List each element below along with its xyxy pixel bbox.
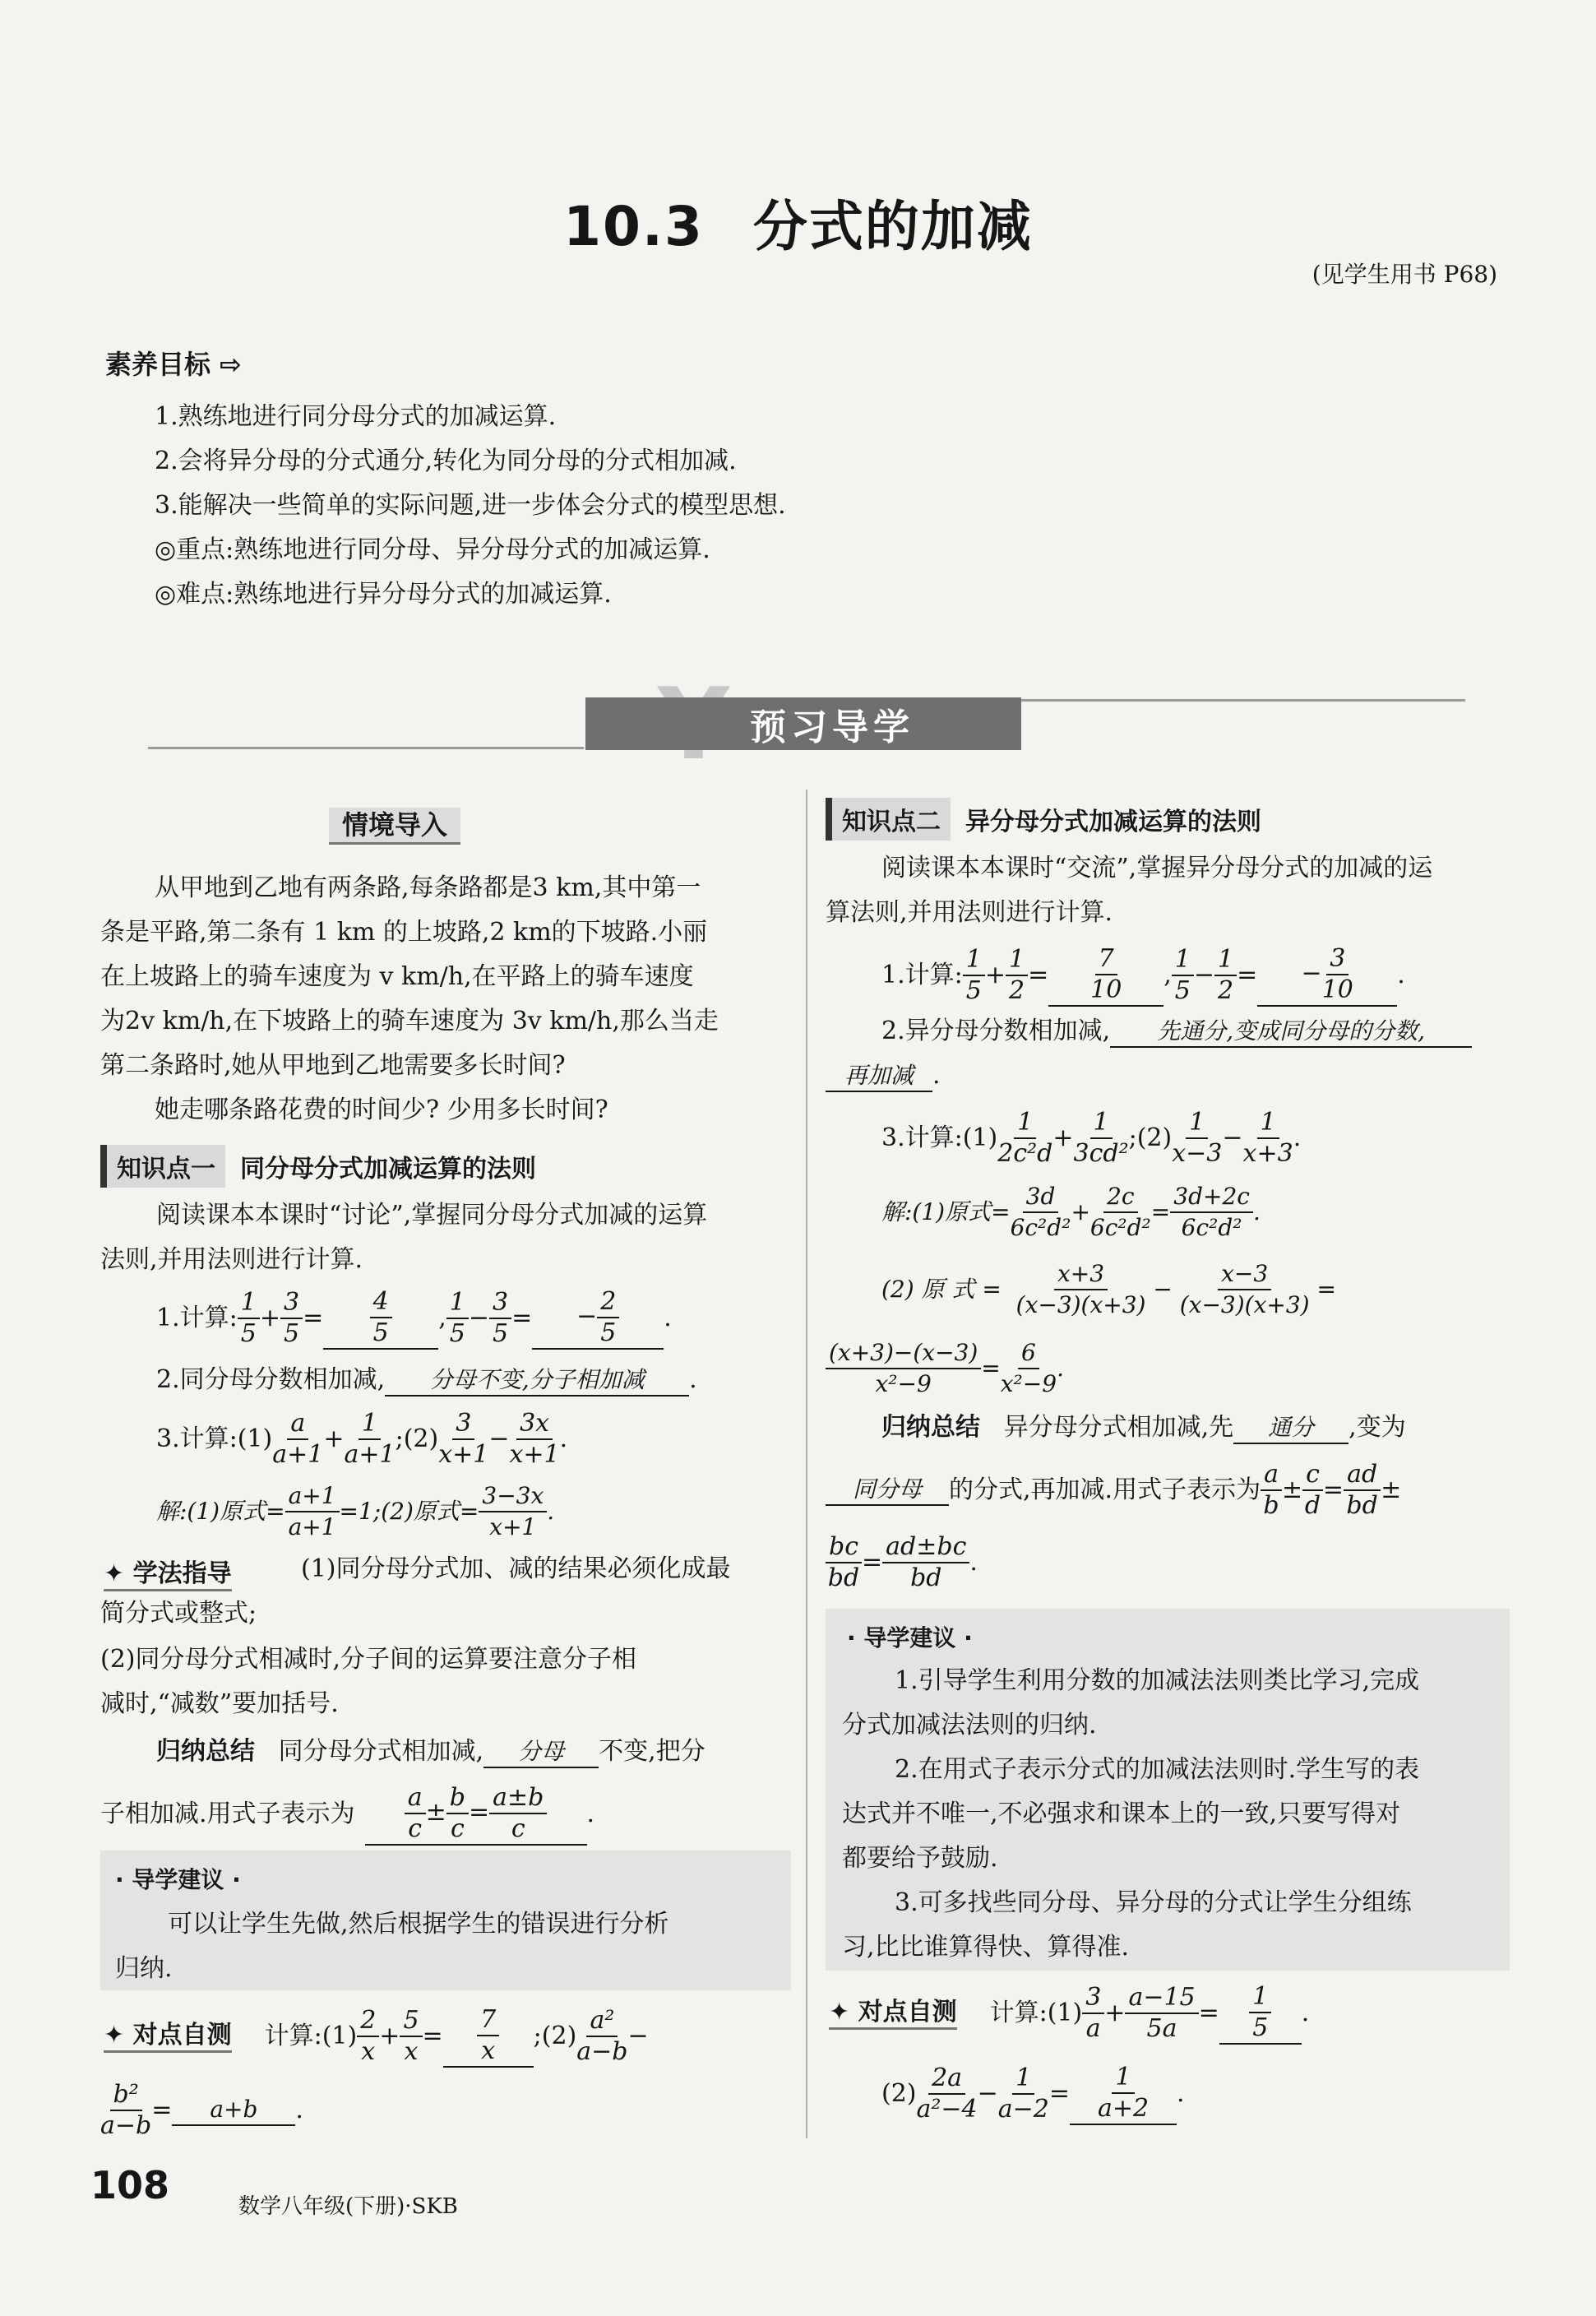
kp2-intro: 算法则,并用法则进行计算.: [826, 898, 1113, 927]
left-summary-line2: 子相加减.用式子表示为 $\frac{a}{c}$ ± $\frac{b}{c}$ = $\frac{a\pm b}{c}$ .: [100, 1783, 594, 1846]
left-self-test-cont: $\frac{\text{b²}}{a-b}$ = a+b .: [100, 2080, 303, 2140]
right-advice-box: · 导学建议 · 1.引导学生利用分数的加减法法则类比学习,完成 分式加减法法则的归纳. 2.在用式子表示分式的加减法法则时.学生写的表 达式并不唯一,不必强求和课本上的一致,只要写得对 都要给予鼓励. 3.可多找些同分母、异分母的分式让学生分组练 习,比比谁算得快、算得准.: [826, 1609, 1510, 1971]
goal-item: 2.会将异分母的分式通分,转化为同分母的分式相加减.: [155, 447, 737, 475]
right-summary-line3: $\frac{bc}{bd}$ = $\frac{ad\pm bc}{bd}$ .: [826, 1531, 978, 1594]
left-advice-box: · 导学建议 · 可以让学生先做,然后根据学生的错误进行分析 归纳.: [100, 1850, 791, 1990]
answer-blank[interactable]: a+b: [172, 2095, 295, 2126]
goal-item: ◎重点:熟练地进行同分母、异分母分式的加减运算.: [155, 535, 710, 564]
answer-blank[interactable]: 分母: [483, 1737, 599, 1768]
left-self-test: ✦ 对点自测 计算:(1) $\frac{2}{x}$ + $\frac{5}{x}$ = $\frac{7}{x}$ ;(2) $\frac{\text{a²}}{a-b}$ −: [104, 2005, 649, 2066]
footer-text: 数学八年级(下册)·SKB: [238, 2194, 458, 2219]
study-tip: 减时,“减数”要加括号.: [100, 1689, 339, 1718]
kp2-question-1: 1.计算: $\frac{1}{5}$ + $\frac{1}{2}$ = $\frac{7}{10}$ , $\frac{1}{5}$ − $\frac{1}{2}$ = − $\frac{3}{10}$ .: [881, 944, 1405, 1005]
goals-heading: 素养目标 ⇨: [105, 349, 242, 380]
left-summary-line1: 归纳总结 同分母分式相加减, 分母 不变,把分: [156, 1737, 705, 1768]
banner-rule-left: [148, 747, 584, 749]
answer-blank[interactable]: 同分母: [826, 1475, 949, 1506]
scene-text: 从甲地到乙地有两条路,每条路都是3 km,其中第一 条是平路,第二条有 1 km 的上坡路,2 km的下坡路.小丽 在上坡路上的骑车速度为 v km/h,在平路上的骑车速度 为2v km/h,在下坡路上的骑车速度为 3v km/h,那么当走 第二条路时,她从甲地到乙地需要多长时间? 她走哪条路花费的时间少? 少用多长时间?: [100, 873, 719, 1124]
kp2-solution-2-cont: $\frac{(x+3)-(x-3)}{\text{x²−9}}$ = $\frac{6}{\text{x²−9}}$ .: [826, 1337, 1064, 1400]
section-title: 分式的加减: [752, 195, 1033, 258]
kp1-solution: 解:(1)原式= $\frac{a+1}{a+1}$ =1;(2)原式= $\frac{3-3x}{x+1}$ .: [156, 1482, 555, 1540]
kp1-intro: 阅读课本本课时“讨论”,掌握同分母分式加减的运算: [156, 1201, 708, 1230]
kp2-intro: 阅读课本本课时“交流”,掌握异分母分式的加减的运: [881, 854, 1433, 882]
knowledge-point-1: 知识点一 同分母分式加减运算的法则: [100, 1145, 536, 1188]
study-tip: 简分式或整式;: [100, 1599, 257, 1628]
answer-blank[interactable]: 先通分,变成同分母的分数,: [1110, 1017, 1472, 1048]
student-book-reference: (见学生用书 P68): [1311, 261, 1497, 288]
banner-rule-right: [1021, 699, 1465, 702]
right-self-test: ✦ 对点自测 计算:(1) $\frac{3}{a}$ + $\frac{a-15}{5a}$ = $\frac{1}{5}$ .: [829, 1982, 1310, 2043]
section-number: 10.3: [563, 195, 704, 258]
right-summary-line1: 归纳总结 异分母分式相加减,先 通分 ,变为: [881, 1413, 1406, 1444]
answer-blank[interactable]: 再加减: [826, 1061, 932, 1092]
kp2-question-2: 2.异分母分数相加减, 先通分,变成同分母的分数,: [881, 1017, 1472, 1048]
knowledge-point-2: 知识点二 异分母分式加减运算的法则: [826, 798, 1261, 841]
right-self-test-2: (2) $\frac{2a}{\text{a²−4}}$ − $\frac{1}{a-2}$ = $\frac{1}{a+2}$ .: [881, 2063, 1185, 2124]
answer-blank[interactable]: 分母不变,分子相加减: [385, 1365, 689, 1397]
study-tip: (2)同分母分式相减时,分子间的运算要注意分子相: [100, 1645, 637, 1674]
kp2-question-2-cont: 再加减 .: [826, 1061, 941, 1092]
goal-item: ◎难点:熟练地进行异分母分式的加减运算.: [155, 580, 612, 609]
column-divider: [806, 790, 807, 2138]
goals-list: [155, 395, 786, 617]
scene-heading: 情境导入: [329, 804, 460, 842]
kp2-question-3: 3.计算:(1) $\frac{1}{\text{2c²d}}$ + $\frac{1}{\text{3cd²}}$ ;(2) $\frac{1}{x-3}$ − $\frac{1}{x+3}$ .: [881, 1108, 1302, 1168]
study-tip: (1)同分母分式加、减的结果必须化成最: [301, 1554, 731, 1583]
kp1-intro: 法则,并用法则进行计算.: [100, 1245, 363, 1274]
goal-item: 1.熟练地进行同分母分式的加减运算.: [155, 402, 557, 431]
answer-blank[interactable]: 通分: [1233, 1413, 1349, 1444]
page-number: 108: [90, 2163, 170, 2207]
goal-item: 3.能解决一些简单的实际问题,进一步体会分式的模型思想.: [155, 491, 786, 520]
right-summary-line2: 同分母 的分式,再加减.用式子表示为 $\frac{a}{b}$ ± $\frac{c}{d}$ = $\frac{ad}{bd}$ ±: [826, 1459, 1401, 1522]
study-tip-tag: ✦ 学法指导: [104, 1553, 232, 1591]
kp2-solution-1: 解:(1)原式= $\frac{3d}{\text{6c²d²}}$ + $\frac{2c}{\text{6c²d²}}$ = $\frac{3d+2c}{\text{6c²d²}}$ .: [881, 1183, 1261, 1241]
page-title: [0, 183, 1596, 261]
section-banner: 预习导学: [585, 697, 1021, 750]
kp2-solution-2: (2) 原 式 = $\frac{x+3}{(x-3)(x+3)}$ − $\frac{x-3}{(x-3)(x+3)}$ =: [881, 1260, 1336, 1318]
kp1-question-1: 1.计算: $\frac{1}{5}$ + $\frac{3}{5}$ = $\frac{4}{5}$ , $\frac{1}{5}$ − $\frac{3}{5}$ = − $\frac{2}{5}$ .: [156, 1287, 672, 1348]
kp1-question-3: 3.计算:(1) $\frac{a}{a+1}$ + $\frac{1}{a+1}$ ;(2) $\frac{3}{x+1}$ − $\frac{3x}{x+1}$ .: [156, 1409, 568, 1469]
arrow-icon: ⇨: [220, 349, 242, 380]
kp1-question-2: 2.同分母分数相加减, 分母不变,分子相加减 .: [156, 1365, 697, 1397]
